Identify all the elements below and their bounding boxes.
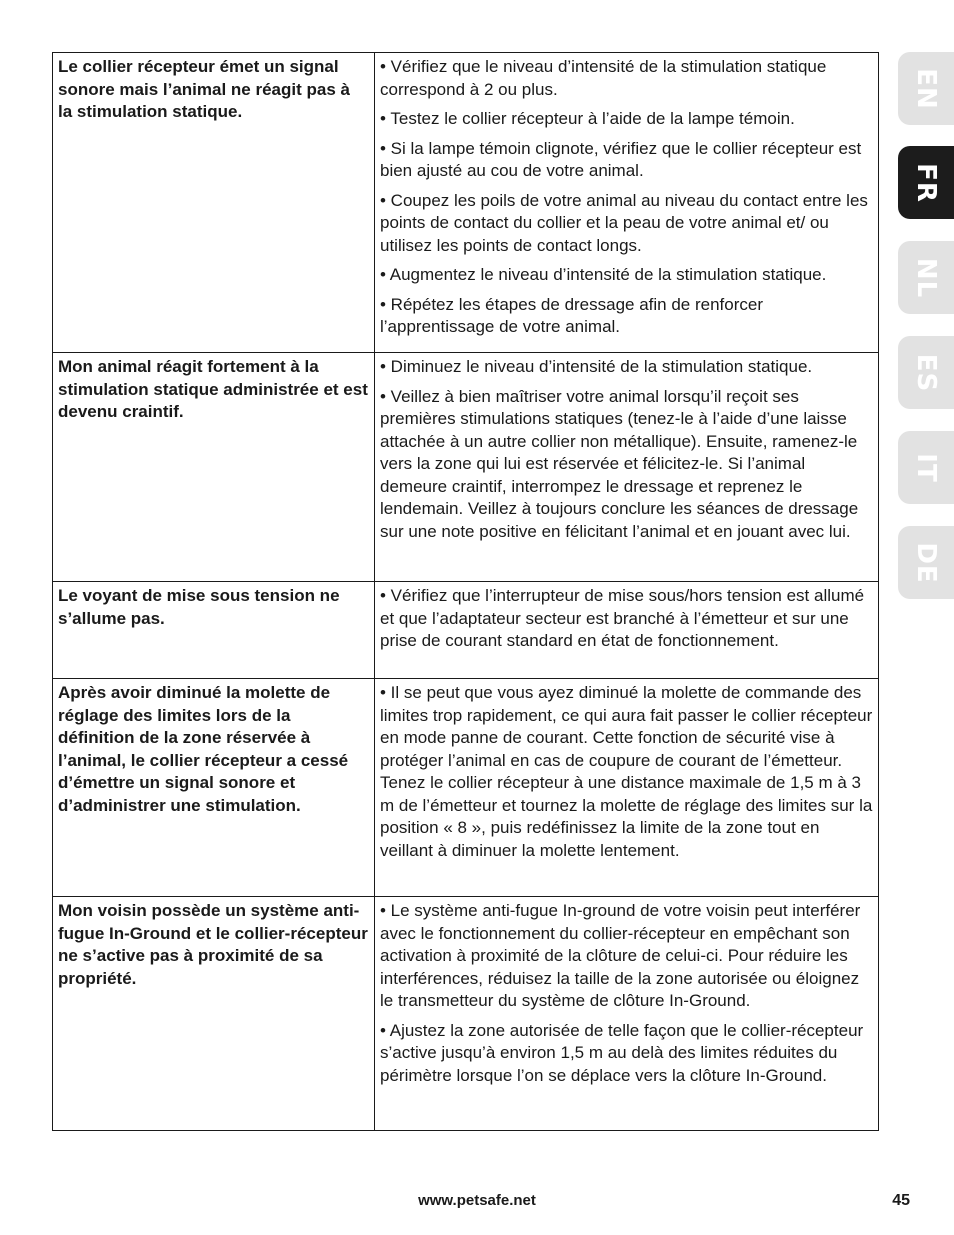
solution-item: • Il se peut que vous ayez diminué la molette de commande des limites trop rapidement, ce qui aura fait passer le collier récepteur en mode panne de courant. Cette fonction de sécurité vise à protéger l’animal en cas de coupure de courant de l’émetteur. Tenez le collier récepteur à une distance maximale de 1,5 m à 3 m de l’émetteur et tournez la molette de réglage des limites sur la position « 8 », puis redéfinissez la limite de la zone tout en veillant à diminuer la molette lentement. bbox=[380, 683, 873, 860]
page-number: 45 bbox=[892, 1192, 910, 1209]
table-row bbox=[53, 353, 879, 582]
solution-cell bbox=[375, 582, 879, 679]
language-tab-label: NL bbox=[911, 257, 941, 298]
language-tab-label: ES bbox=[911, 353, 941, 392]
language-tab-label: DE bbox=[911, 541, 941, 584]
table-row bbox=[53, 897, 879, 1131]
problem-cell: Le collier récepteur émet un signal sonore mais l’animal ne réagit pas à la stimulation statique. bbox=[53, 53, 375, 353]
footer-url: www.petsafe.net bbox=[418, 1192, 536, 1209]
table-row bbox=[53, 582, 879, 679]
solution-item: • Si la lampe témoin clignote, vérifiez que le collier récepteur est bien ajusté au cou de votre animal. bbox=[380, 138, 862, 180]
solution-cell bbox=[375, 897, 879, 1131]
table-row bbox=[53, 53, 879, 353]
solution-item: • Veillez à bien maîtriser votre animal lorsqu’il reçoit ses premières stimulations statiques (tenez-le à l’aide d’une laisse attachée à un autre collier non métallique). Ensuite, ramenez-le vers la zone qui lui est réservée et félicitez-le. Si l’animal demeure craintif, interrompez le dressage et reprenez le lendemain. Veillez à toujours conclure les séances de dressage sur une note positive en félicitant l’animal et en jouant avec lui. bbox=[380, 386, 859, 541]
solution-item: • Vérifiez que le niveau d’intensité de la stimulation statique correspond à 2 ou plus. bbox=[380, 57, 827, 99]
problem-cell: Mon voisin possède un système anti-fugue In-Ground et le collier-récepteur ne s’active pas à proximité de sa propriété. bbox=[53, 897, 375, 1131]
solution-item: • Le système anti-fugue In-ground de votre voisin peut interférer avec le fonctionnement du collier-récepteur en empêchant son activation à proximité de la clôture de celui-ci. Pour réduire les interférences, réduisez la taille de la zone autorisée ou éloignez le transmetteur du système de clôture In-Ground. bbox=[380, 901, 861, 1010]
solution-cell bbox=[375, 53, 879, 353]
language-tab-en[interactable] bbox=[898, 52, 954, 125]
language-tab-label: IT bbox=[911, 452, 941, 483]
solution-item: • Testez le collier récepteur à l’aide de la lampe témoin. bbox=[380, 109, 795, 128]
troubleshooting-table bbox=[52, 52, 879, 1131]
solution-item: • Ajustez la zone autorisée de telle façon que le collier-récepteur s’active jusqu’à environ 1,5 m au delà des limites réduites du périmètre lorsque l’on se déplace vers la clôture In-Ground. bbox=[380, 1020, 864, 1085]
language-tab-it[interactable] bbox=[898, 431, 954, 504]
problem-cell: Après avoir diminué la molette de réglage des limites lors de la définition de la zone réservée à l’animal, le collier récepteur a cessé d’émettre un signal sonore et d’administrer une stimulation. bbox=[53, 679, 375, 897]
language-tab-nl[interactable] bbox=[898, 241, 954, 314]
language-tab-label: EN bbox=[911, 67, 941, 110]
language-tab-es[interactable] bbox=[898, 336, 954, 409]
table-row bbox=[53, 679, 879, 897]
problem-cell: Le voyant de mise sous tension ne s’allume pas. bbox=[53, 582, 375, 679]
solution-item: • Vérifiez que l’interrupteur de mise sous/hors tension est allumé et que l’adaptateur secteur est branché à l’émetteur et sur une prise de courant standard en état de fonctionnement. bbox=[380, 586, 865, 650]
solution-item: • Répétez les étapes de dressage afin de renforcer l’apprentissage de votre animal. bbox=[380, 294, 764, 336]
solution-item: • Coupez les poils de votre animal au niveau du contact entre les points de contact du collier et la peau de votre animal et/ ou utilisez les points de contact longs. bbox=[380, 190, 868, 255]
problem-cell: Mon animal réagit fortement à la stimulation statique administrée et est devenu craintif. bbox=[53, 353, 375, 582]
language-tab-de[interactable] bbox=[898, 526, 954, 599]
language-tab-label: FR bbox=[911, 162, 941, 203]
language-tab-fr[interactable] bbox=[898, 146, 954, 219]
solution-item: • Augmentez le niveau d’intensité de la stimulation statique. bbox=[380, 265, 827, 284]
solution-cell bbox=[375, 353, 879, 582]
solution-cell bbox=[375, 679, 879, 897]
solution-item: • Diminuez le niveau d’intensité de la stimulation statique. bbox=[380, 357, 813, 376]
